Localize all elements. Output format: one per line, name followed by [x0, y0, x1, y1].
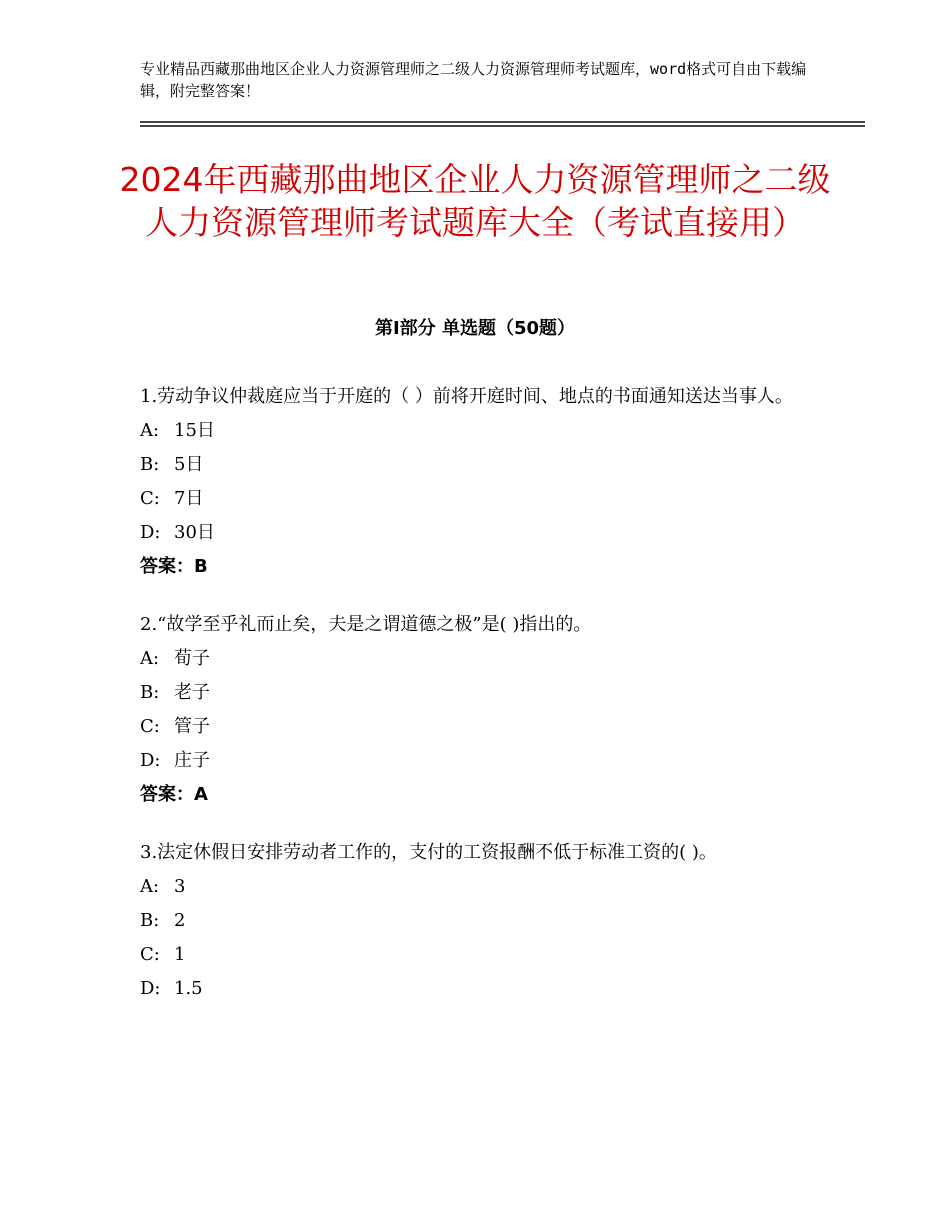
option-key: B: — [140, 682, 160, 703]
section-title: 第Ⅰ部分 单选题（50题） — [374, 318, 575, 339]
question-stem: 3.法定休假日安排劳动者工作的，支付的工资报酬不低于标准工资的( )。 — [140, 842, 717, 863]
option-key: B: — [140, 454, 160, 475]
option-text: 30日 — [174, 522, 215, 543]
option-text: 1 — [174, 944, 186, 965]
option-key: C: — [140, 488, 160, 509]
option-c — [140, 938, 830, 972]
option-text: 2 — [174, 910, 186, 931]
question-1 — [140, 380, 830, 584]
option-text: 管子 — [174, 716, 210, 737]
option-text: 庄子 — [174, 750, 210, 771]
answer-line: 答案：A — [140, 784, 208, 805]
option-c — [140, 482, 830, 516]
option-d — [140, 744, 830, 778]
option-key: A: — [140, 876, 160, 897]
header-note: 专业精品西藏那曲地区企业人力资源管理师之二级人力资源管理师考试题库，word格式可自由下载编辑，附完整答案！ — [140, 60, 807, 100]
option-d — [140, 516, 830, 550]
option-text: 15日 — [174, 420, 215, 441]
option-text: 荀子 — [174, 648, 210, 669]
option-b — [140, 676, 830, 710]
question-2 — [140, 608, 830, 812]
option-c — [140, 710, 830, 744]
option-a — [140, 414, 830, 448]
option-a — [140, 870, 830, 904]
option-b — [140, 904, 830, 938]
option-key: D: — [140, 522, 161, 543]
option-key: A: — [140, 420, 160, 441]
answer-line: 答案：B — [140, 556, 208, 577]
option-key: C: — [140, 944, 160, 965]
question-3 — [140, 836, 830, 1006]
question-stem: 2.“故学至乎礼而止矣，夫是之谓道德之极”是( )指出的。 — [140, 614, 592, 635]
option-key: A: — [140, 648, 160, 669]
option-key: B: — [140, 910, 160, 931]
document-title: 2024年西藏那曲地区企业人力资源管理师之二级人力资源管理师考试题库大全（考试直接用） — [119, 160, 831, 242]
header-divider-top — [140, 121, 865, 123]
option-text: 1.5 — [174, 978, 203, 999]
option-key: D: — [140, 978, 161, 999]
option-key: C: — [140, 716, 160, 737]
option-a — [140, 642, 830, 676]
option-d — [140, 972, 830, 1006]
option-text: 5日 — [174, 454, 204, 475]
option-b — [140, 448, 830, 482]
option-text: 7日 — [174, 488, 204, 509]
header-divider-bottom — [140, 125, 865, 127]
question-list — [140, 380, 830, 1030]
question-stem: 1.劳动争议仲裁庭应当于开庭的（ ）前将开庭时间、地点的书面通知送达当事人。 — [140, 386, 793, 407]
option-text: 老子 — [174, 682, 210, 703]
option-text: 3 — [174, 876, 186, 897]
option-key: D: — [140, 750, 161, 771]
